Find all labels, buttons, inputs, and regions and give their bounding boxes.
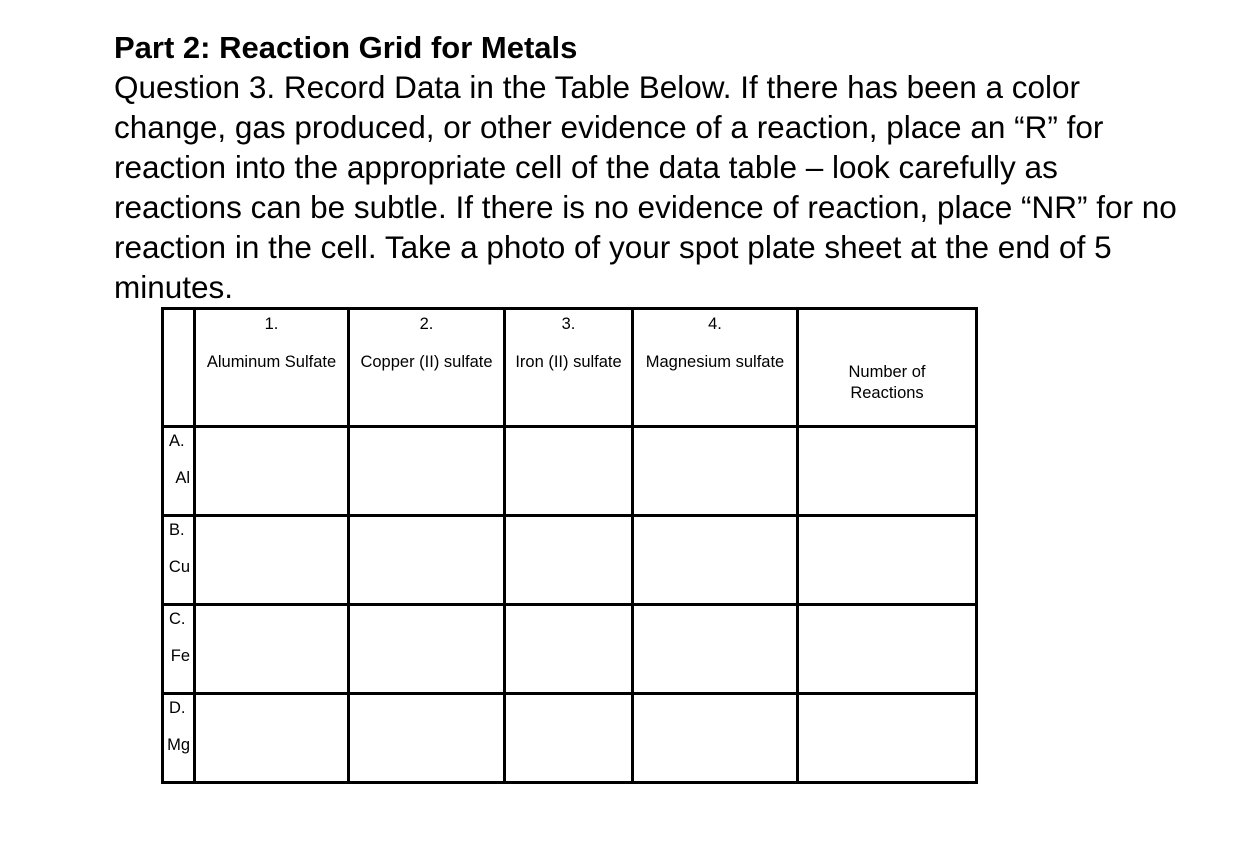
data-cell[interactable] <box>349 694 505 783</box>
table-row <box>163 694 977 783</box>
table-row <box>163 605 977 694</box>
data-cell[interactable] <box>505 605 633 694</box>
reaction-grid-table <box>161 307 978 784</box>
question-text: Question 3. Record Data in the Table Below. If there has been a color change, gas produced, or other evidence of a reaction, place an “R” for reaction into the appropriate cell of the data table – look carefully as reactions can be subtle. If there is no evidence of reaction, place “NR” for no reaction in the cell. Take a photo of your spot plate sheet at the end of 5 minutes. <box>114 69 1177 305</box>
row-metal: Fe <box>170 647 190 665</box>
row-letter: C. <box>169 610 186 628</box>
count-cell[interactable] <box>798 427 977 516</box>
column-name: Aluminum Sulfate <box>206 353 337 371</box>
data-cell[interactable] <box>349 605 505 694</box>
count-cell[interactable] <box>798 694 977 783</box>
column-name: Magnesium sulfate <box>645 353 785 371</box>
row-header <box>163 694 195 783</box>
row-header <box>163 427 195 516</box>
data-cell[interactable] <box>633 427 798 516</box>
row-header <box>163 516 195 605</box>
data-cell[interactable] <box>195 605 349 694</box>
count-column-header <box>798 309 977 427</box>
data-cell[interactable] <box>633 694 798 783</box>
column-number: 4. <box>708 315 722 333</box>
row-letter: A. <box>169 432 185 450</box>
data-cell[interactable] <box>349 516 505 605</box>
table-row <box>163 427 977 516</box>
count-cell[interactable] <box>798 605 977 694</box>
data-cell[interactable] <box>505 516 633 605</box>
row-letter: B. <box>169 521 185 539</box>
column-number: 3. <box>561 315 576 333</box>
column-name: Iron (II) sulfate <box>515 353 622 371</box>
data-cell[interactable] <box>505 694 633 783</box>
count-cell[interactable] <box>798 516 977 605</box>
row-metal: Cu <box>168 558 190 576</box>
row-header <box>163 605 195 694</box>
column-number: 2. <box>419 315 434 333</box>
row-metal: Mg <box>167 736 190 754</box>
document-body <box>114 29 1194 307</box>
data-cell[interactable] <box>633 605 798 694</box>
data-cell[interactable] <box>505 427 633 516</box>
count-header-label: Number of Reactions <box>848 363 926 402</box>
column-name: Copper (II) sulfate <box>360 353 493 371</box>
table-row <box>163 516 977 605</box>
section-heading: Part 2: Reaction Grid for Metals <box>114 30 578 65</box>
corner-cell <box>163 309 195 427</box>
row-metal: Al <box>175 469 190 487</box>
data-cell[interactable] <box>195 694 349 783</box>
data-cell[interactable] <box>349 427 505 516</box>
column-header <box>505 309 633 427</box>
column-header <box>195 309 349 427</box>
column-header <box>633 309 798 427</box>
data-cell[interactable] <box>195 427 349 516</box>
row-letter: D. <box>169 699 186 717</box>
header-row <box>163 309 977 427</box>
column-header <box>349 309 505 427</box>
column-number: 1. <box>264 315 279 333</box>
data-cell[interactable] <box>195 516 349 605</box>
data-cell[interactable] <box>633 516 798 605</box>
